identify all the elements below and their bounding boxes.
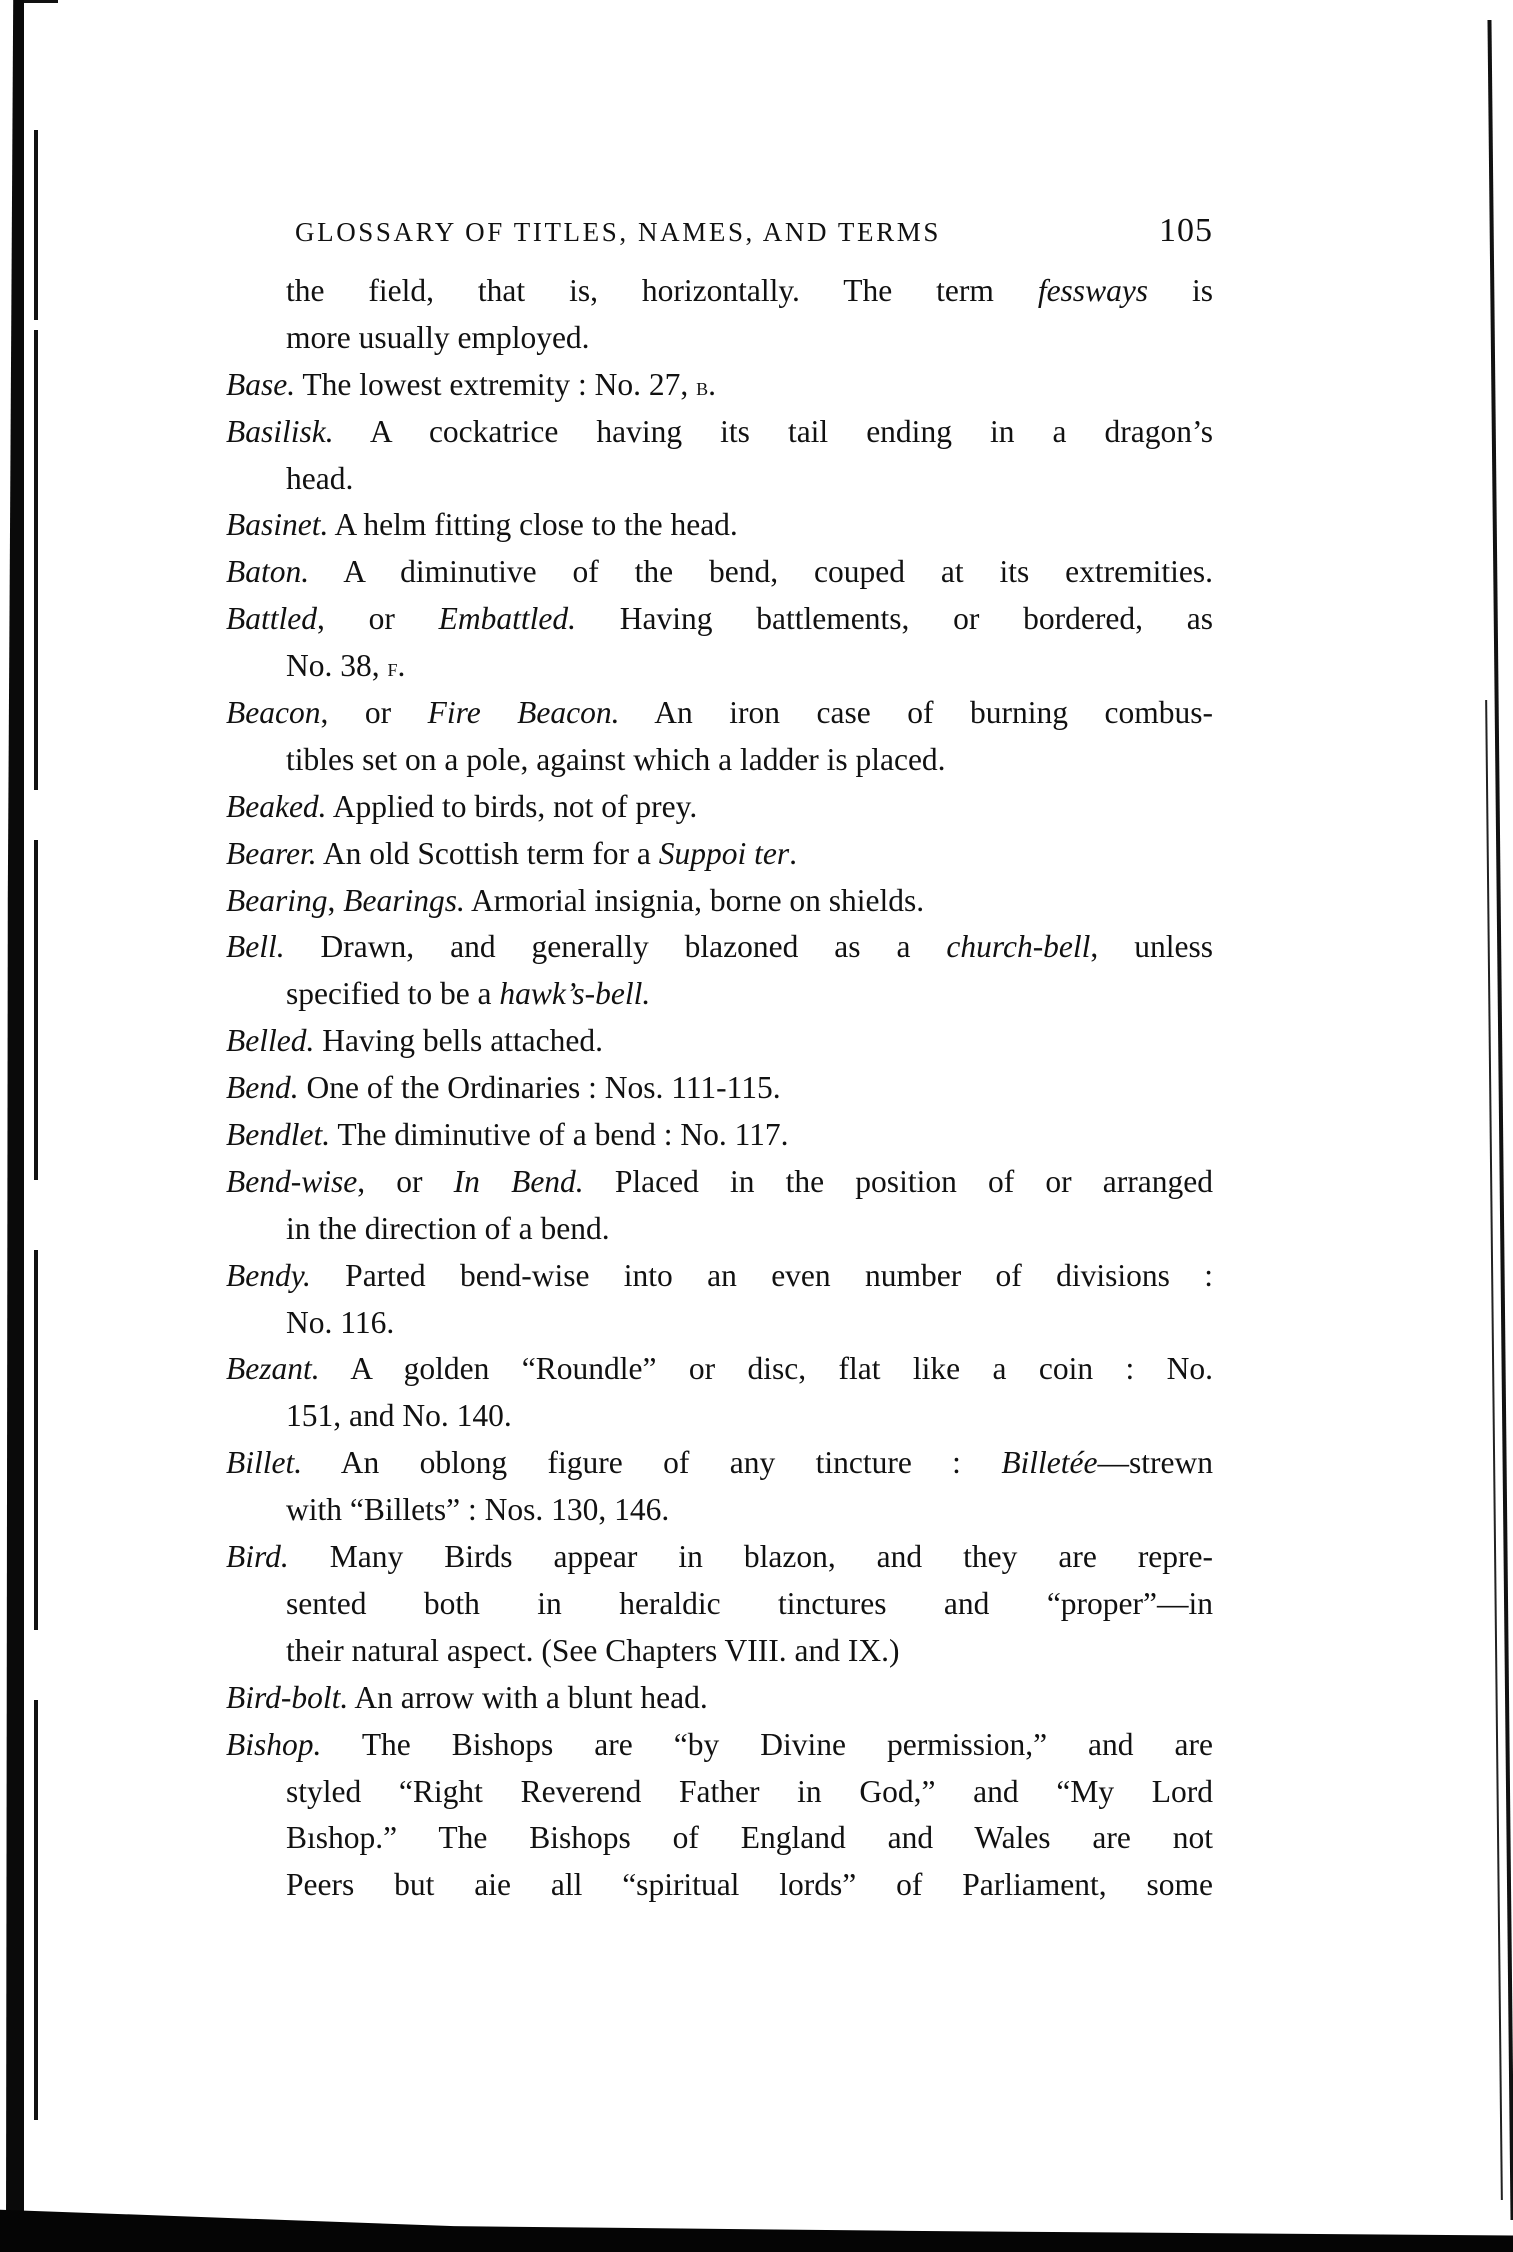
glossary-text: Parted bend-wise into an even number of divisions : xyxy=(310,1257,1213,1293)
glossary-line xyxy=(226,831,1213,878)
glossary-entry-bend xyxy=(226,1065,1213,1112)
glossary-entry-billet xyxy=(226,1440,1213,1534)
glossary-entry-bishop xyxy=(226,1722,1213,1910)
glossary-text: styled “Right Reverend Father in God,” and “My Lord xyxy=(286,1773,1213,1809)
glossary-entry-bendy xyxy=(226,1253,1213,1347)
glossary-text: Drawn, and generally blazoned as a xyxy=(284,929,947,965)
glossary-text: church-bell xyxy=(946,929,1091,965)
glossary-term: Battled xyxy=(226,601,317,637)
glossary-entry-baton xyxy=(226,549,1213,596)
glossary-line xyxy=(226,1206,1213,1253)
glossary-text: One of the Ordinaries : Nos. 111-115. xyxy=(298,1070,781,1106)
glossary-line xyxy=(226,362,1213,409)
glossary-line xyxy=(226,1815,1213,1862)
glossary-line xyxy=(226,549,1213,596)
glossary-term: Bend. xyxy=(226,1070,299,1106)
scan-border-bottom xyxy=(0,2205,1513,2252)
glossary-entry-beacon xyxy=(226,690,1213,784)
glossary-text: b xyxy=(696,373,709,401)
glossary-text: tibles set on a pole, against which a ladder is placed. xyxy=(286,741,946,777)
glossary-text: Bıshop.” The Bishops of England and Wales are not xyxy=(286,1820,1213,1856)
scan-border-left xyxy=(6,0,24,2240)
page-number: 105 xyxy=(1159,212,1213,249)
glossary-text: Having battlements, or bordered, as xyxy=(576,601,1213,637)
glossary-text: An iron case of burning combus- xyxy=(619,695,1213,731)
glossary-line xyxy=(226,643,1213,690)
scan-gutter-line xyxy=(34,330,38,790)
glossary-line xyxy=(226,878,1213,925)
glossary-text: No. 116. xyxy=(286,1304,395,1340)
glossary-text: . xyxy=(789,835,798,871)
glossary-text: , xyxy=(327,882,344,918)
glossary-text: Applied to birds, not of prey. xyxy=(326,788,698,824)
glossary-entry-basilisk xyxy=(226,409,1213,503)
glossary-entry-bird xyxy=(226,1534,1213,1675)
glossary-line xyxy=(226,784,1213,831)
glossary-line xyxy=(226,737,1213,784)
glossary-line xyxy=(226,268,1213,315)
glossary-text: 151, and No. 140. xyxy=(286,1398,512,1434)
glossary-entry-bell xyxy=(226,924,1213,1018)
glossary-text: A helm fitting close to the head. xyxy=(328,507,738,543)
glossary-line xyxy=(226,971,1213,1018)
glossary-line xyxy=(226,1440,1213,1487)
glossary-term: Bearing xyxy=(226,882,328,918)
glossary-line xyxy=(226,690,1213,737)
glossary-term: Basilisk. xyxy=(226,413,334,449)
glossary-line xyxy=(226,502,1213,549)
glossary-entry-belled xyxy=(226,1018,1213,1065)
glossary-text: Suppoi ter xyxy=(658,835,790,871)
glossary-text: with “Billets” : Nos. 130, 146. xyxy=(286,1492,670,1528)
glossary-text: Bearings. xyxy=(343,882,465,918)
glossary-term: Bend-wise xyxy=(226,1163,358,1199)
glossary-line xyxy=(226,1862,1213,1909)
glossary-text: fessways xyxy=(1037,273,1149,308)
glossary-term: Base. xyxy=(226,366,296,402)
glossary-text: A golden “Roundle” or disc, flat like a coin : No. xyxy=(319,1351,1213,1387)
glossary-text: their natural aspect. (See Chapters VIII. and IX.) xyxy=(286,1632,900,1668)
glossary-text: No. 38, xyxy=(286,648,388,684)
glossary-term: Bendlet. xyxy=(226,1117,331,1153)
glossary-text: Billetée xyxy=(1001,1445,1098,1481)
glossary-text: Fire Beacon. xyxy=(427,695,620,731)
glossary-line xyxy=(226,596,1213,643)
glossary-term: Bezant. xyxy=(226,1351,320,1387)
glossary-line xyxy=(226,1159,1213,1206)
glossary-text: Armorial insignia, borne on shields. xyxy=(464,882,925,918)
glossary-line xyxy=(226,1112,1213,1159)
glossary-line xyxy=(226,1534,1213,1581)
glossary-line xyxy=(226,1769,1213,1816)
glossary-line xyxy=(226,1065,1213,1112)
scan-gutter-line xyxy=(34,1700,38,2120)
glossary-text: f xyxy=(387,655,398,683)
glossary-line xyxy=(226,1675,1213,1722)
running-title: GLOSSARY OF TITLES, NAMES, AND TERMS xyxy=(295,217,941,247)
glossary-term: Bell. xyxy=(226,929,285,965)
glossary-text: . xyxy=(397,648,406,684)
glossary-line xyxy=(226,456,1213,503)
glossary-text: , or xyxy=(316,601,439,637)
glossary-entry-bend-wise xyxy=(226,1159,1213,1253)
glossary-text: the field, that is, horizontally. The term xyxy=(286,273,1038,308)
glossary-term: Basinet. xyxy=(226,507,329,543)
glossary-text: An arrow with a blunt head. xyxy=(348,1679,708,1715)
glossary-entry-battled xyxy=(226,596,1213,690)
scan-gutter-line xyxy=(34,840,38,1180)
glossary-text: Having bells attached. xyxy=(314,1023,603,1059)
glossary-text: head. xyxy=(286,460,354,496)
glossary-text: A cockatrice having its tail ending in a dragon’s xyxy=(333,413,1213,449)
glossary-text: Peers but aie all “spiritual lords” of Parliament, some xyxy=(286,1867,1213,1903)
glossary-term: Billet. xyxy=(226,1445,303,1481)
scan-gutter-line xyxy=(34,1250,38,1630)
glossary-line xyxy=(226,1628,1213,1675)
glossary-line xyxy=(226,1300,1213,1347)
glossary-term: Bird. xyxy=(226,1539,289,1575)
glossary-term: Bendy. xyxy=(226,1257,311,1293)
glossary-body xyxy=(226,268,1213,1909)
glossary-line xyxy=(226,1722,1213,1769)
glossary-entry-bearer xyxy=(226,831,1213,878)
glossary-text: —strewn xyxy=(1097,1445,1213,1481)
glossary-text: , or xyxy=(357,1163,454,1199)
glossary-line xyxy=(226,409,1213,456)
glossary-line xyxy=(226,1018,1213,1065)
glossary-entry-bendlet xyxy=(226,1112,1213,1159)
glossary-entry-base xyxy=(226,362,1213,409)
glossary-text: in the direction of a bend. xyxy=(286,1210,610,1246)
glossary-text: An old Scottish term for a xyxy=(316,835,659,871)
glossary-entry-bearing xyxy=(226,878,1213,925)
glossary-line xyxy=(226,924,1213,971)
glossary-text: is xyxy=(1148,273,1213,308)
glossary-text: , or xyxy=(320,695,428,731)
glossary-entry-basinet xyxy=(226,502,1213,549)
glossary-entry-fess-continued xyxy=(226,268,1213,362)
glossary-text: The Bishops are “by Divine permission,” and are xyxy=(321,1726,1213,1762)
glossary-line xyxy=(226,1346,1213,1393)
glossary-text: In Bend. xyxy=(453,1163,584,1199)
glossary-text: The diminutive of a bend : No. 117. xyxy=(330,1117,789,1153)
glossary-term: Bird-bolt. xyxy=(226,1679,349,1715)
running-header xyxy=(295,212,1213,249)
scan-gutter-line xyxy=(34,130,38,320)
glossary-term: Beacon xyxy=(226,695,321,731)
glossary-text: sented both in heraldic tinctures and “proper”—in xyxy=(286,1585,1213,1621)
glossary-term: Baton. xyxy=(226,554,310,590)
glossary-term: Bearer. xyxy=(226,835,317,871)
glossary-entry-bezant xyxy=(226,1346,1213,1440)
glossary-text: , unless xyxy=(1090,929,1213,965)
glossary-term: Beaked. xyxy=(226,788,327,824)
scan-border-top xyxy=(18,0,58,3)
glossary-text: Embattled. xyxy=(438,601,577,637)
glossary-line xyxy=(226,1253,1213,1300)
glossary-term: Belled. xyxy=(226,1023,315,1059)
glossary-text: A diminutive of the bend, couped at its extremities. xyxy=(309,554,1213,590)
glossary-text: Many Birds appear in blazon, and they are repre- xyxy=(288,1539,1213,1575)
glossary-text: Placed in the position of or arranged xyxy=(583,1163,1213,1199)
glossary-line xyxy=(226,1581,1213,1628)
glossary-line xyxy=(226,315,1213,362)
glossary-text: more usually employed. xyxy=(286,319,590,355)
glossary-text: The lowest extremity : No. 27, xyxy=(295,366,697,402)
glossary-text: specified to be a xyxy=(286,976,500,1012)
glossary-entry-beaked xyxy=(226,784,1213,831)
glossary-text: hawk’s-bell. xyxy=(499,976,651,1012)
glossary-text: . xyxy=(708,366,716,402)
glossary-line xyxy=(226,1393,1213,1440)
glossary-entry-bird-bolt xyxy=(226,1675,1213,1722)
glossary-term: Bishop. xyxy=(226,1726,322,1762)
glossary-line xyxy=(226,1487,1213,1534)
glossary-text: An oblong figure of any tincture : xyxy=(302,1445,1002,1481)
